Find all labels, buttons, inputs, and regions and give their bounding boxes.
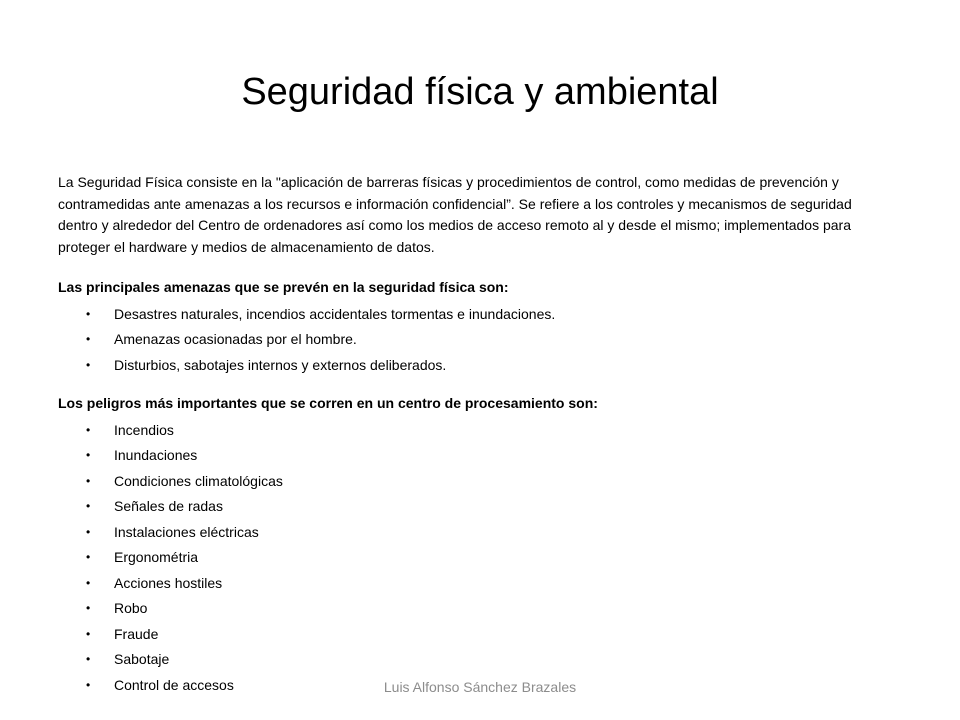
list-item bbox=[58, 597, 888, 623]
bullet-icon: • bbox=[86, 357, 91, 372]
bullet-icon: • bbox=[86, 448, 91, 462]
list-item-text: Ergonométria bbox=[114, 549, 199, 565]
list-item bbox=[58, 521, 888, 547]
list-item bbox=[58, 648, 888, 674]
bullet-icon: • bbox=[86, 306, 91, 321]
bullet-icon: • bbox=[86, 422, 91, 437]
slide-title: Seguridad física y ambiental bbox=[241, 71, 719, 113]
footer-author: Luis Alfonso Sánchez Brazales bbox=[383, 679, 577, 695]
intro-paragraph: La Seguridad Física consiste en la "aplicación de barreras físicas y procedimientos de control, como medidas de prevención y contramedidas ante amenazas a los recursos e información confidencial”. Se refiere a los controles y mecanismos de seguridad dentro y alrededor del Centro de ordenadores así como los medios de acceso remoto al y desde el mismo; implementados para proteger el hardware y medios de almacenamiento de datos. bbox=[58, 174, 852, 255]
list-item-text: Señales de radas bbox=[114, 498, 223, 514]
list-item bbox=[58, 328, 888, 354]
list-item-text: Fraude bbox=[114, 625, 159, 642]
list-item bbox=[58, 546, 888, 572]
bullet-icon: • bbox=[86, 550, 91, 564]
list-item bbox=[58, 444, 888, 470]
list-item-text: Control de accesos bbox=[114, 676, 234, 693]
bullet-icon: • bbox=[86, 332, 91, 346]
slide-body bbox=[58, 172, 888, 699]
dangers-list bbox=[58, 419, 888, 700]
threats-heading: Las principales amenazas que se prevén en la seguridad física son: bbox=[58, 279, 509, 295]
list-item bbox=[58, 354, 888, 380]
list-item-text: Amenazas ocasionadas por el hombre. bbox=[114, 331, 357, 347]
bullet-icon: • bbox=[86, 677, 91, 692]
bullet-icon: • bbox=[86, 575, 91, 590]
dangers-heading: Los peligros más importantes que se corren en un centro de procesamiento son: bbox=[58, 395, 598, 411]
bullet-icon: • bbox=[86, 524, 91, 539]
bullet-icon: • bbox=[86, 601, 91, 615]
list-item bbox=[58, 623, 888, 649]
bullet-icon: • bbox=[86, 473, 91, 488]
threats-list bbox=[58, 303, 888, 380]
list-item-text: Instalaciones eléctricas bbox=[114, 523, 259, 540]
list-item-text: Desastres naturales, incendios accidentales tormentas e inundaciones. bbox=[114, 305, 556, 322]
list-item-text: Disturbios, sabotajes internos y externos deliberados. bbox=[114, 356, 447, 373]
list-item-text: Robo bbox=[114, 600, 148, 616]
list-item-text: Condiciones climatológicas bbox=[114, 472, 283, 489]
bullet-icon: • bbox=[86, 499, 91, 513]
list-item-text: Inundaciones bbox=[114, 447, 198, 463]
bullet-icon: • bbox=[86, 626, 91, 641]
list-item bbox=[58, 470, 888, 496]
list-item bbox=[58, 495, 888, 521]
list-item-text: Sabotaje bbox=[114, 651, 170, 667]
list-item bbox=[58, 303, 888, 329]
bullet-icon: • bbox=[86, 652, 91, 666]
list-item bbox=[58, 419, 888, 445]
list-item-text: Incendios bbox=[114, 421, 174, 438]
list-item bbox=[58, 572, 888, 598]
list-item-text: Acciones hostiles bbox=[114, 574, 223, 591]
